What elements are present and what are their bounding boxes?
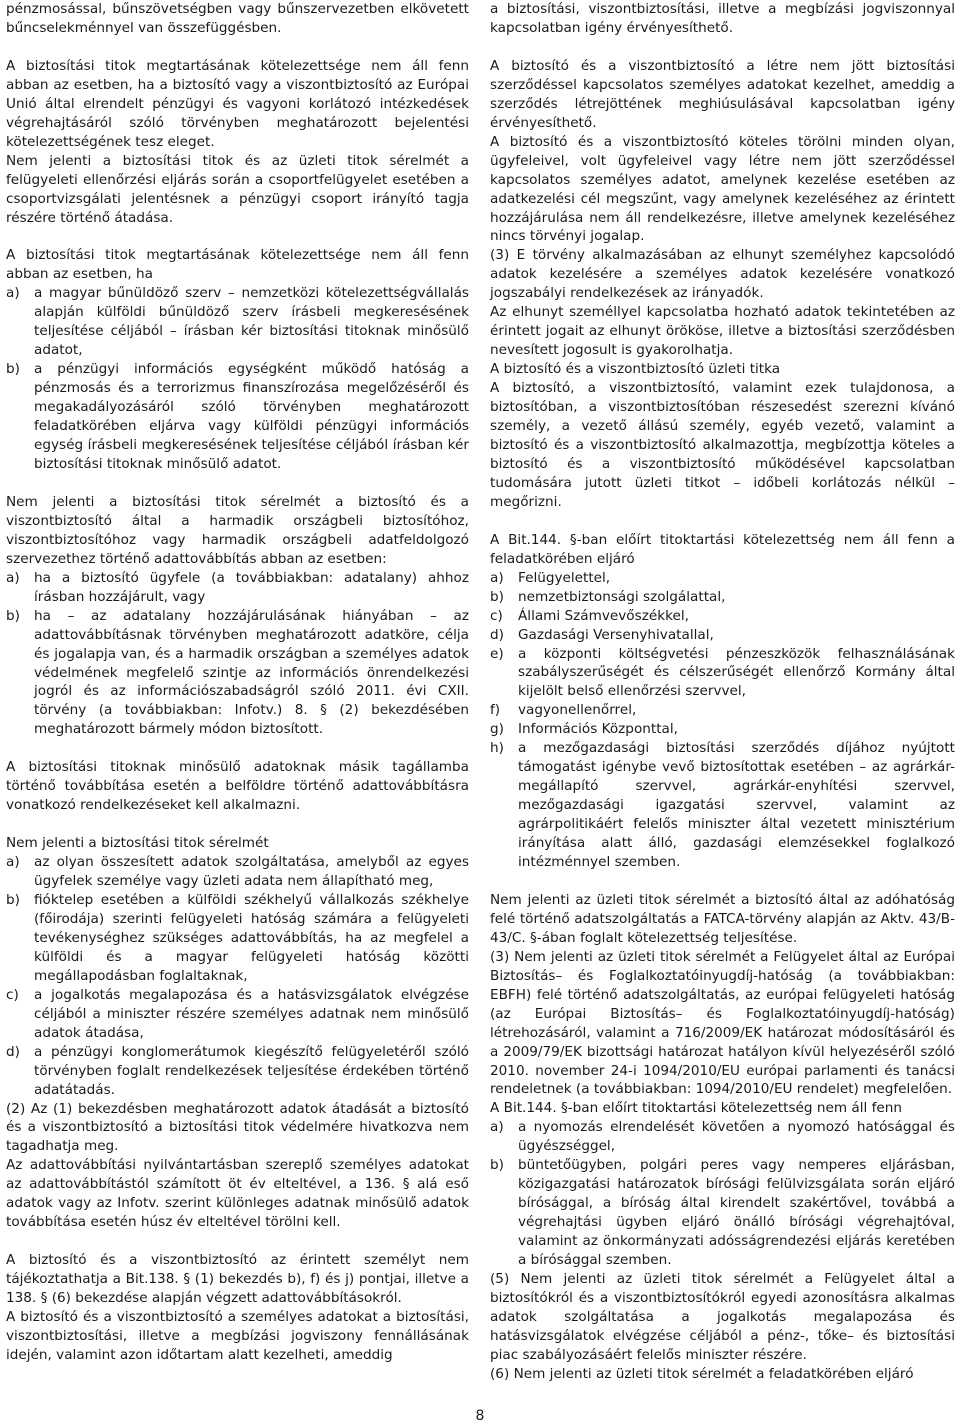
list-item-label: d)	[6, 1043, 20, 1060]
list-item-label: d)	[490, 626, 504, 643]
list-item-label: b)	[490, 1157, 504, 1174]
list-item-text: a magyar bűnüldöző szerv – nemzetközi kötelezettségvállalás alapján külföldi bűnüldöző szerv írásbeli megkeresésének teljesítése céljából – írásban kér biztosítási titoknak minősülő adatot,	[34, 285, 469, 359]
paragraph: A biztosító és a viszontbiztosító a létre nem jött biztosítási szerződéssel kapcsolatos személyes adatokat kezelhet, ameddig a szerződés létrejöttének meghiúsulásával kapcsolatban igény érvényesíthető.	[490, 57, 955, 131]
paragraph: A Bit.144. §-ban előírt titoktartási kötelezettség nem áll fenn a feladatkörében eljáró	[490, 531, 955, 567]
paragraph: pénzmosással, bűnszövetségben vagy bűnszervezetben elkövetett bűncselekménnyel van összefüggésben.	[6, 1, 469, 36]
list-item	[490, 1156, 955, 1270]
list-item-text: a pénzügyi információs egységként működő hatóság a pénzmosás és a terrorizmus finanszírozása megelőzéséről és megakadályozásáról szóló törvényben meghatározott feladatkörében eljárva vagy külföldi pénzügyi információs egység írásbeli megkeresésének teljesítése céljából írásban kér biztosítási titoknak minősülő adatot.	[34, 361, 469, 472]
list-item	[490, 569, 955, 588]
list-item	[6, 986, 469, 1043]
list-item	[490, 739, 955, 872]
paragraph: A biztosító és a viszontbiztosító köteles törölni minden olyan, ügyfeleivel, volt ügyfeleivel vagy létre nem jött szerződéssel kapcsolatos személyes adatot, amelynek kezelése esetében az adatkezelési cél megszűnt, vagy amelynek kezeléséhez az érintett hozzájárulása nem áll rendelkezésre, illetve amelynek kezeléséhez nincs törvényi jogalap.	[490, 133, 955, 245]
list-item	[6, 853, 469, 891]
list-item-label: a)	[490, 1119, 504, 1136]
list-item-text: a központi költségvetési pénzeszközök felhasználásának szabályszerűségét és célszerűségét ellenőrző Kormány által kijelölt belső ellenőrzési szervvel,	[518, 645, 955, 700]
list-item	[6, 360, 469, 474]
paragraph: Nem jelenti az üzleti titok sérelmét a biztosító által az adóhatóság felé történő adatszolgáltatás a FATCA-törvény alapján az Aktv. 43/B-43/C. §-ában foglalt kötelezettség teljesítése.	[490, 891, 955, 946]
paragraph: (3) E törvény alkalmazásában az elhunyt személyhez kapcsolódó adatok kezelésére a személyes adatok kezelésére vonatkozó jogszabályi rendelkezések az irányadók.	[490, 247, 955, 302]
list-item-label: f)	[490, 702, 501, 719]
paragraph: Az adattovábbítási nyilvántartásban szereplő személyes adatokat az adattovábbítástól számított öt év elteltével, a 136. § alá eső adatok vagy az Infotv. szerint különleges adatnak minősülő adatok továbbítása esetén húsz év elteltével törölni kell.	[6, 1157, 469, 1231]
list-item	[490, 645, 955, 702]
paragraph: A biztosító és a viszontbiztosító a személyes adatokat a biztosítási, viszontbiztosítási, illetve a megbízási jogviszony fennállásának idején, valamint azon időtartam alatt kezelheti, ameddig	[6, 1309, 469, 1363]
list-item-text: a pénzügyi konglomerátumok kiegészítő felügyeletéről szóló törvényben foglalt rendelkezések teljesítése érdekében történő adatátadás.	[34, 1043, 469, 1098]
paragraph: A biztosítási titoknak minősülő adatoknak másik tagállamba történő továbbítása esetén a belföldre történő adattovábbításra vonatkozó rendelkezéseket kell alkalmazni.	[6, 759, 469, 814]
list-item-text: Felügyelettel,	[518, 569, 611, 586]
paragraph: A biztosító és a viszontbiztosító üzleti titka	[490, 361, 781, 378]
list-item	[490, 607, 955, 626]
paragraph: (2) Az (1) bekezdésben meghatározott adatok átadását a biztosító és a viszontbiztosító a biztosítási titok védelmére hivatkozva nem tagadhatja meg.	[6, 1100, 469, 1155]
list-item	[490, 626, 955, 645]
paragraph: Nem jelenti a biztosítási titok és az üzleti titok sérelmét a felügyeleti ellenőrzési eljárás során a csoportfelügyelet esetében a csoportvizsgálati jelentésnek a pénzügyi csoport irányító tagja részére történő átadása.	[6, 152, 469, 226]
list-item-label: a)	[6, 569, 20, 586]
list-item-label: b)	[6, 892, 20, 909]
list-item-label: c)	[490, 607, 503, 624]
paragraph: A biztosító és a viszontbiztosító az érintett személyt nem tájékoztathatja a Bit.138. § (1) bekezdés b), f) és j) pontjai, illetve a 138. § (6) bekezdése alapján végzett adattovábbításokról.	[6, 1252, 469, 1307]
list-item-text: nemzetbiztonsági szolgálattal,	[518, 588, 726, 605]
list-item	[490, 1118, 955, 1156]
list-item-text: Információs Központtal,	[518, 721, 678, 738]
left-column	[6, 0, 469, 1365]
list-item-text: ha – az adatalany hozzájárulásának hiányában – az adattovábbításnak törvényben meghatározott adatköre, célja és jogalapja van, és a harmadik országban a személyes adatok védelmének megfelelő szintje az információs önrendelkezési jogról és az információszabadságról szóló 2011. évi CXII. törvény (a továbbiakban: Infotv.) 8. § (2) bekezdésében meghatározott bármely módon biztosított.	[34, 607, 469, 738]
list-item-text: Állami Számvevőszékkel,	[518, 607, 689, 624]
list-item-label: a)	[6, 285, 20, 302]
paragraph: (6) Nem jelenti az üzleti titok sérelmét a feladatkörében eljáró	[490, 1365, 914, 1382]
list-item	[6, 284, 469, 360]
paragraph: a biztosítási, viszontbiztosítási, illetve a megbízási jogviszonnyal kapcsolatban igény érvényesíthető.	[490, 1, 955, 36]
list-item-text: a jogalkotás megalapozása és a hatásvizsgálatok elvégzése céljából a miniszter részére személyes adatnak nem minősülő adatok átadása,	[34, 986, 469, 1041]
paragraph: A Bit.144. §-ban előírt titoktartási kötelezettség nem áll fenn	[490, 1100, 902, 1117]
paragraph: Az elhunyt személlyel kapcsolatba hozható adatok tekintetében az érintett jogait az elhunyt örököse, illetve a biztosítási szerződésben nevesített jogosult is gyakorolhatja.	[490, 304, 955, 359]
list-item	[6, 891, 469, 986]
paragraph: A biztosítási titok megtartásának kötelezettsége nem áll fenn abban az esetben, ha	[6, 247, 469, 283]
list-item	[6, 1043, 469, 1100]
list-item-text: a nyomozás elrendelését követően a nyomozó hatósággal és ügyészséggel,	[518, 1119, 955, 1155]
page-number: 8	[475, 1408, 485, 1424]
list-item-label: b)	[6, 361, 20, 378]
list-item-text: büntetőügyben, polgári peres vagy nemperes eljárásban, közigazgatási határozatok bírósági felülvizsgálata során eljáró bírósággal, a bíróság által kirendelt szakértővel, továbbá a végrehajtási ügyben eljáró önálló bírósági végrehajtóval, valamint az önkormányzati adósságrendezési eljárás keretében a bírósággal szemben.	[518, 1157, 955, 1269]
paragraph: A biztosítási titok megtartásának kötelezettsége nem áll fenn abban az esetben, ha a biztosító vagy a viszontbiztosító az Európai Unió által elrendelt pénzügyi és vagyoni korlátozó intézkedések végrehajtásáról szóló törvényben meghatározott bejelentési kötelezettségének tesz eleget.	[6, 57, 469, 150]
paragraph: (5) Nem jelenti az üzleti titok sérelmét a Felügyelet által a biztosítókról és a viszontbiztosítókról egyedi azonosításra alkalmas adatok szolgáltatása a jogalkotás megalapozása és hatásvizsgálatok elvégzése céljából a pénz-, tőke– és biztosítási piac szabályozásáért felelős miniszter részére.	[490, 1271, 955, 1363]
list-item	[490, 720, 955, 739]
paragraph: Nem jelenti a biztosítási titok sérelmét	[6, 835, 269, 852]
list-item	[490, 701, 955, 720]
list-item	[6, 607, 469, 740]
list-item-text: az olyan összesített adatok szolgáltatása, amelyből az egyes ügyfelek személye vagy üzleti adata nem állapítható meg,	[34, 854, 469, 890]
list-item-label: a)	[490, 569, 504, 586]
list-item-label: h)	[490, 740, 504, 757]
list-item-text: a mezőgazdasági biztosítási szerződés díjához nyújtott támogatást igénybe vevő biztosítottak esetében – az agrárkár-megállapító szervvel, agrárkár-enyhítési szervvel, mezőgazdasági igazgatási szervvel, valamint az agrárpolitikáért felelős miniszter által vezetett minisztérium irányítása alatt álló, gazdasági elemzésekkel foglalkozó intézménnyel szemben.	[518, 740, 955, 870]
list-item-text: fióktelep esetében a külföldi székhelyű vállalkozás székhelye (főirodája) szerinti felügyeleti hatóság számára a felügyeleti tevékenységhez szükséges adattovábbítás, ha az megfelel a külföldi és a magyar felügyeleti hatóság közötti megállapodásban foglaltaknak,	[34, 892, 469, 984]
list-item-label: a)	[6, 854, 20, 871]
list-item-text: vagyonellenőrrel,	[518, 702, 637, 719]
right-column	[490, 0, 955, 1384]
list-item-label: c)	[6, 986, 19, 1003]
list-item	[490, 588, 955, 607]
list-item-label: b)	[6, 607, 20, 624]
paragraph: (3) Nem jelenti az üzleti titok sérelmét a Felügyelet által az Európai Biztosítás– és Foglalkoztatóinyugdíj-hatóság (a továbbiakban: EBFH) felé történő adatszolgáltatás, az európai felügyeleti hatóság (az Európai Biztosítás– és Foglalkoztatóinyugdíj-hatóság) létrehozásáról, valamint a 716/2009/EK határozat módosításáról és a 2009/79/EK bizottsági határozat hatályon kívül helyezéséről szóló 2010. november 24-i 1094/2010/EU európai parlamenti és tanácsi rendeletnek (a továbbiakban: 1094/2010/EU rendelet) megfelelően.	[490, 948, 955, 1098]
list-item-label: g)	[490, 721, 504, 738]
list-item-label: b)	[490, 588, 504, 605]
paragraph: Nem jelenti a biztosítási titok sérelmét a biztosító és a viszontbiztosító által a harmadik országbeli biztosítóhoz, viszontbiztosítóhoz vagy harmadik országbeli adatfeldolgozó szervezethez történő adattovábbítás abban az esetben:	[6, 493, 469, 567]
list-item-label: e)	[490, 645, 504, 662]
list-item-text: ha a biztosító ügyfele (a továbbiakban: adatalany) ahhoz írásban hozzájárult, vagy	[34, 569, 469, 605]
paragraph: A biztosító, a viszontbiztosító, valamint ezek tulajdonosa, a biztosítóban, a viszontbiztosítóban részesedést szerezni kívánó személy, a vezető állású személy, egyéb vezető, valamint a biztosító és a viszontbiztosító alkalmazottja, megbízottja köteles a biztosító és a viszontbiztosító működésével kapcsolatban tudomására jutott üzleti titkot – időbeli korlátozás nélkül – megőrizni.	[490, 380, 955, 510]
list-item-text: Gazdasági Versenyhivatallal,	[518, 626, 714, 643]
list-item	[6, 569, 469, 607]
